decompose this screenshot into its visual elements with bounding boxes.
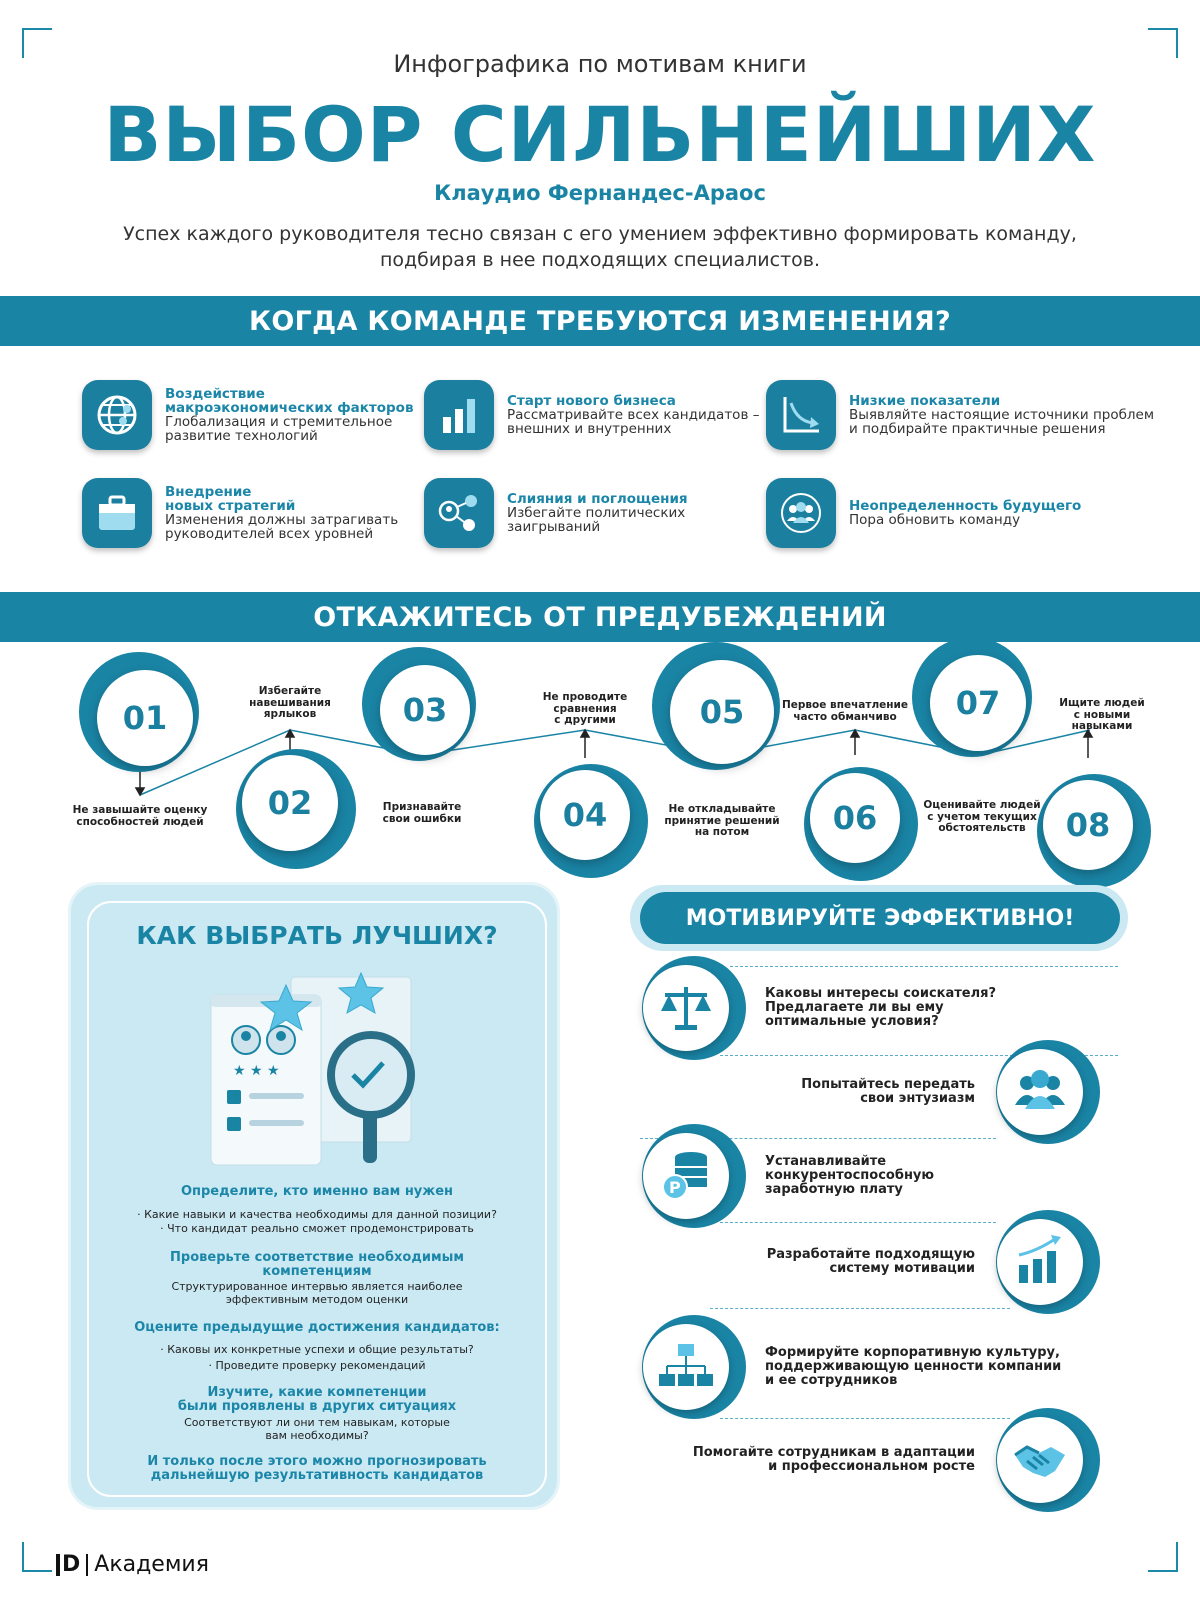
bar-chart-icon [424, 380, 494, 450]
intro-line: Успех каждого руководителя тесно связан с его умением эффективно формировать команду, [123, 223, 1077, 245]
corner-mark [22, 1542, 52, 1572]
step-tip: Первое впечатление часто обманчиво [781, 699, 908, 723]
briefcase-icon [82, 478, 152, 548]
choose-text: вам необходимы? [265, 1429, 369, 1442]
choose-bullet: · Что кандидат реально сможет продемонстрировать [160, 1222, 474, 1235]
choose-bullet: · Каковы их конкретные успехи и общие результаты? [160, 1343, 474, 1356]
step-tip: Избегайте навешивания ярлыков [249, 685, 331, 720]
step-number: 07 [930, 655, 1026, 751]
growth-chart-icon [997, 1219, 1083, 1305]
choose-bullet: · Проведите проверку рекомендаций [208, 1359, 426, 1372]
svg-text:Р: Р [669, 1178, 681, 1197]
network-people-icon [424, 478, 494, 548]
choose-card [68, 882, 560, 1510]
coins-icon [643, 1133, 729, 1219]
feature-title: Воздействие макроэкономических факторов [165, 386, 414, 416]
dashed-divider [720, 1222, 996, 1223]
feature-description: Выявляйте настоящие источники проблем и подбирайте практичные решения [849, 407, 1155, 437]
footer-logo [56, 1552, 209, 1577]
globe-icon [82, 380, 152, 450]
motivate-text: Устанавливайте конкурентоспособную заработную плату [765, 1154, 935, 1197]
step-tip: Не откладывайте принятие решений на потом [664, 803, 780, 838]
feature-title: Старт нового бизнеса [507, 393, 676, 409]
choose-heading: были проявлены в других ситуациях [177, 1399, 457, 1414]
handshake-icon [997, 1417, 1083, 1503]
choose-final: И только после этого можно прогнозировать [147, 1454, 487, 1469]
step-tip: Не завышайте оценку способностей людей [72, 804, 208, 828]
main-title: ВЫБОР СИЛЬНЕЙШИХ [103, 90, 1097, 179]
logo-mark: D [56, 1554, 80, 1576]
motivate-text: Помогайте сотрудникам в адаптации и профессиональном росте [692, 1445, 975, 1474]
step-tip: Не проводите сравнения с другими [542, 691, 628, 726]
section-banner: КОГДА КОМАНДЕ ТРЕБУЮТСЯ ИЗМЕНЕНИЯ? [0, 296, 1200, 346]
feature-title: Неопределенность будущего [849, 498, 1082, 514]
step-tip: Ищите людей с новыми навыками [1059, 697, 1145, 732]
feature-description: Глобализация и стремительное развитие технологий [165, 414, 393, 444]
logo-text: Академия [94, 1552, 209, 1577]
motivate-text: Попытайтесь передать свои энтузиазм [801, 1077, 975, 1106]
step-number: 02 [242, 755, 338, 851]
step-number: 04 [540, 770, 630, 860]
team-icon [766, 478, 836, 548]
decline-chart-icon [766, 380, 836, 450]
choose-heading: компетенциям [262, 1264, 372, 1279]
step-tip: Оценивайте людей с учетом текущих обстоятельств [923, 799, 1041, 834]
feature-description: Пора обновить команду [849, 512, 1021, 528]
feature-title: Внедрение новых стратегий [165, 484, 296, 514]
step-tip: Признавайте свои ошибки [382, 801, 462, 825]
dashed-divider [710, 1308, 1010, 1309]
feature-description: Рассматривайте всех кандидатов – внешних и внутренних [507, 407, 760, 437]
intro-line: подбирая в нее подходящих специалистов. [380, 249, 820, 271]
choose-final: дальнейшую результативность кандидатов [150, 1468, 484, 1483]
section-banner: ОТКАЖИТЕСЬ ОТ ПРЕДУБЕЖДЕНИЙ [0, 592, 1200, 642]
step-number: 08 [1043, 780, 1133, 870]
choose-title: КАК ВЫБРАТЬ ЛУЧШИХ? [136, 921, 498, 950]
choose-heading: Определите, кто именно вам нужен [180, 1184, 454, 1199]
step-number: 03 [380, 665, 470, 755]
motivate-text: Формируйте корпоративную культуру, поддерживающую ценности компании и ее сотрудников [765, 1345, 1062, 1388]
feature-title: Слияния и поглощения [507, 491, 688, 507]
step-number: 06 [810, 773, 900, 863]
dashed-divider [720, 1418, 1010, 1419]
candidate-search-illustration [201, 965, 441, 1175]
org-chart-icon [643, 1324, 729, 1410]
subtitle: Инфографика по мотивам книги [393, 50, 807, 78]
choose-text: Соответствуют ли они тем навыкам, которые [184, 1416, 450, 1429]
dashed-divider [730, 966, 1118, 967]
motivate-text: Каковы интересы соискателя? Предлагаете ли вы ему оптимальные условия? [765, 986, 997, 1029]
logo-divider [86, 1554, 88, 1576]
step-number: 01 [97, 670, 193, 766]
choose-text: Структурированное интервью является наиболее [171, 1280, 463, 1293]
motivate-text: Разработайте подходящую систему мотивации [766, 1247, 975, 1276]
choose-heading: Изучите, какие компетенции [207, 1385, 427, 1400]
scales-icon [643, 965, 729, 1051]
choose-bullet: · Какие навыки и качества необходимы для данной позиции? [137, 1208, 497, 1221]
feature-title: Низкие показатели [849, 393, 1001, 409]
feature-description: Изменения должны затрагивать руководителей всех уровней [165, 512, 399, 542]
motivate-banner-pill: МОТИВИРУЙТЕ ЭФФЕКТИВНО! [640, 892, 1120, 944]
choose-heading: Оцените предыдущие достижения кандидатов: [134, 1320, 500, 1335]
feature-description: Избегайте политических заигрываний [507, 505, 686, 535]
corner-mark [1148, 1542, 1178, 1572]
author: Клаудио Фернандес-Араос [434, 181, 766, 205]
choose-text: эффективным методом оценки [225, 1293, 409, 1306]
svg-text:★ ★ ★: ★ ★ ★ [233, 1063, 280, 1079]
step-number: 05 [670, 660, 774, 764]
group-icon [997, 1049, 1083, 1135]
choose-heading: Проверьте соответствие необходимым [170, 1250, 464, 1265]
